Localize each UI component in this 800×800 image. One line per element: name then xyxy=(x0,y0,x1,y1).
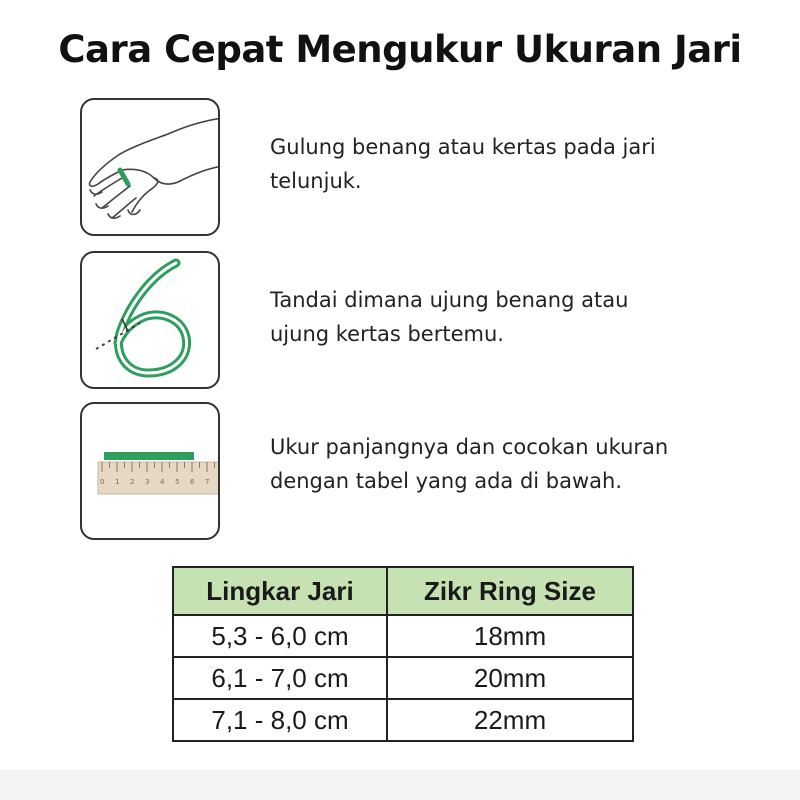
ring-size-table xyxy=(172,566,634,742)
table-cell-circumference: 5,3 - 6,0 cm xyxy=(173,615,387,657)
ruler-number: 4 xyxy=(160,478,165,486)
ruler-number: 7 xyxy=(205,478,210,486)
header-ring-size: Zikr Ring Size xyxy=(387,567,633,615)
table-cell-size: 20mm xyxy=(387,657,633,699)
step-2-line-1: Tandai dimana ujung benang atau xyxy=(270,288,629,312)
ruler-number: 3 xyxy=(145,478,150,486)
table-header-row xyxy=(173,567,633,615)
step-2 xyxy=(80,251,720,391)
table-row xyxy=(173,657,633,699)
table-cell-circumference: 7,1 - 8,0 cm xyxy=(173,699,387,741)
ruler-number: 2 xyxy=(130,478,135,486)
step-1-line-1: Gulung benang atau kertas pada jari xyxy=(270,135,656,159)
step-2-line-2: ujung kertas bertemu. xyxy=(270,322,504,346)
step-3-line-2: dengan tabel yang ada di bawah. xyxy=(270,469,623,493)
ruler-number: 6 xyxy=(190,478,195,486)
step-1-text xyxy=(270,130,730,198)
step-1 xyxy=(80,98,720,238)
table-row xyxy=(173,615,633,657)
ruler-icon xyxy=(80,402,220,540)
hand-with-ring-icon xyxy=(80,98,220,236)
step-3-line-1: Ukur panjangnya dan cocokan ukuran xyxy=(270,435,669,459)
table-row xyxy=(173,699,633,741)
header-lingkar-jari: Lingkar Jari xyxy=(173,567,387,615)
ruler-number: 0 xyxy=(100,478,105,486)
table-cell-circumference: 6,1 - 7,0 cm xyxy=(173,657,387,699)
footer-strip xyxy=(0,770,800,800)
string-loop-icon xyxy=(80,251,220,389)
step-1-line-2: telunjuk. xyxy=(270,169,362,193)
table-cell-size: 18mm xyxy=(387,615,633,657)
step-3-text xyxy=(270,430,730,498)
ruler-number: 5 xyxy=(175,478,180,486)
step-3 xyxy=(80,402,720,542)
table-cell-size: 22mm xyxy=(387,699,633,741)
ruler-number: 1 xyxy=(115,478,120,486)
step-2-text xyxy=(270,283,730,351)
page-title: Cara Cepat Mengukur Ukuran Jari xyxy=(58,28,742,71)
